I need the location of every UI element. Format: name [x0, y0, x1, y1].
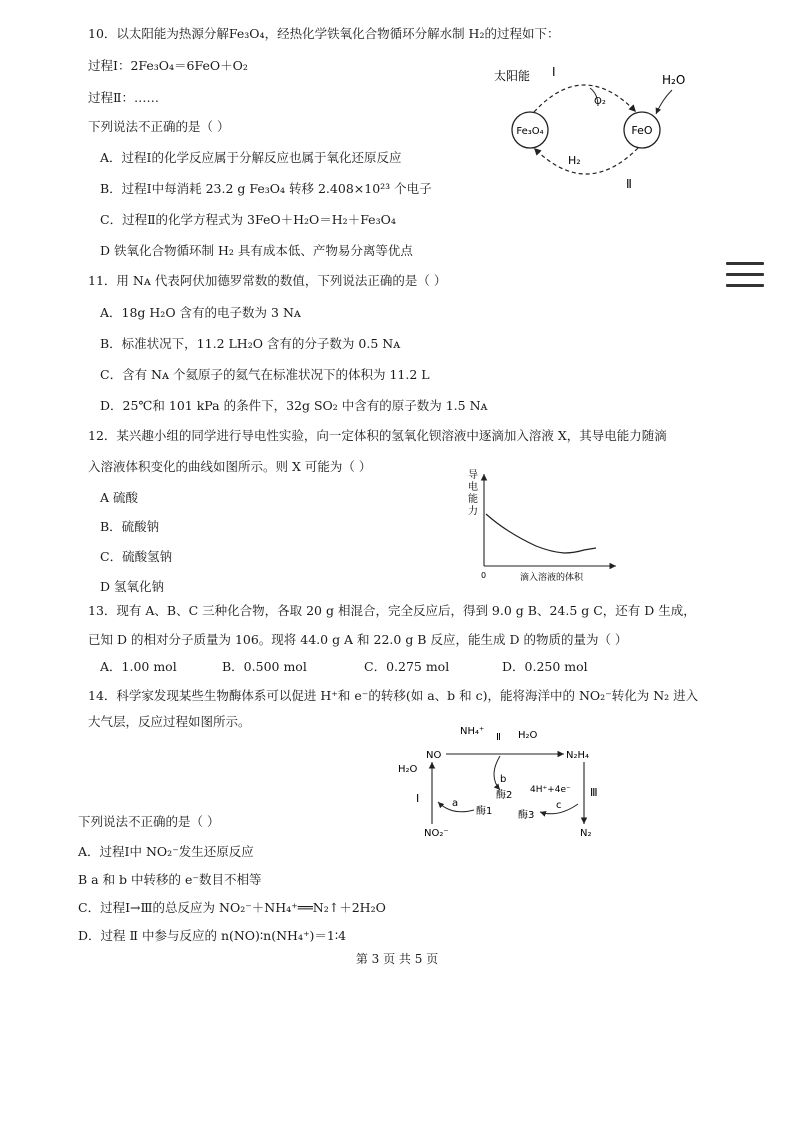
- q10-process-i-arrow: [534, 85, 636, 112]
- q10-cycle-diagram: [486, 60, 716, 200]
- q14-ii-label: Ⅱ: [496, 732, 501, 743]
- q12-ylabel-1: 导: [468, 470, 478, 481]
- q14-i-label: Ⅰ: [416, 792, 420, 805]
- q14-n2-label: N₂: [580, 828, 592, 839]
- q14-a-label: a: [452, 798, 459, 809]
- q12-curve: [486, 514, 596, 553]
- q14-option-c: C．过程Ⅰ→Ⅲ的总反应为 NO₂⁻＋NH₄⁺══N₂↑＋2H₂O: [78, 900, 386, 915]
- q13-option-a: A．1.00 mol: [100, 659, 177, 674]
- q14-hplus-label: 4H⁺+4e⁻: [530, 785, 571, 795]
- q13-option-b: B．0.500 mol: [222, 659, 307, 674]
- q14-iii-label: Ⅲ: [590, 786, 598, 799]
- menu-icon[interactable]: [726, 262, 764, 290]
- page-footer: 第 3 页 共 5 页: [355, 952, 439, 966]
- q11-option-d: D．25℃和 101 kPa 的条件下，32g SO₂ 中含有的原子数为 1.5 Nᴀ: [100, 398, 488, 413]
- q11-option-c: C．含有 Nᴀ 个氦原子的氦气在标准状况下的体积为 11.2 L: [100, 367, 430, 382]
- q12-ylabel-4: 力: [468, 506, 478, 517]
- q11-option-a: A．18g H₂O 含有的电子数为 3 Nᴀ: [100, 305, 301, 320]
- q12-option-b: B．硫酸钠: [100, 519, 160, 534]
- q14-stem-line1: 14．科学家发现某些生物酶体系可以促进 H⁺和 e⁻的转移(如 a、b 和 c)，能将海洋中的 NO₂⁻转化为 N₂ 进入: [88, 688, 699, 703]
- q14-enzyme2-label: 酶2: [496, 790, 513, 801]
- q10-stem: 10．以太阳能为热源分解Fe₃O₄，经热化学铁氧化合物循环分解水制 H₂的过程如下：: [88, 26, 560, 41]
- q14-enzyme3-label: 酶3: [518, 810, 535, 821]
- q12-stem-line1: 12．某兴趣小组的同学进行导电性实验，向一定体积的氢氧化钡溶液中逐滴加入溶液 X，其导电能力随滴: [88, 428, 667, 443]
- q14-option-a: A．过程Ⅰ中 NO₂⁻发生还原反应: [78, 844, 254, 859]
- q10-fe3o4-label: Fe₃O₄: [516, 126, 544, 137]
- q12-ylabel-2: 电: [468, 482, 478, 493]
- q14-h2o-left-label: H₂O: [398, 764, 418, 775]
- q14-n2h4-label: N₂H₄: [566, 750, 590, 761]
- q14-enzyme-diagram: [388, 720, 628, 840]
- q10-h2o-arrow: [656, 90, 672, 114]
- q10-option-c: C．过程Ⅱ的化学方程式为 3FeO＋H₂O＝H₂＋Fe₃O₄: [100, 212, 396, 227]
- q10-h2-label: H₂: [568, 154, 581, 167]
- q10-option-a: A．过程Ⅰ的化学反应属于分解反应也属于氧化还原反应: [100, 150, 402, 165]
- q10-ask: 下列说法不正确的是（ ）: [88, 119, 230, 134]
- q10-i-label: I: [552, 65, 556, 79]
- q13-stem-line2: 已知 D 的相对分子质量为 106。现将 44.0 g A 和 22.0 g B 反应，能生成 D 的物质的量为（ ）: [88, 632, 628, 647]
- q10-h2o-label: H₂O: [662, 73, 686, 87]
- q12-option-c: C．硫酸氢钠: [100, 549, 173, 564]
- q14-enzyme1-label: 酶1: [476, 806, 493, 817]
- q10-option-b: B．过程Ⅰ中每消耗 23.2 g Fe₃O₄ 转移 2.408×10²³ 个电子: [100, 181, 432, 196]
- q12-stem-line2: 入溶液体积变化的曲线如图所示。则 X 可能为（ ）: [88, 459, 372, 474]
- q10-o2-label: O₂: [594, 96, 606, 107]
- q10-feo-label: FeO: [631, 124, 653, 137]
- q10-process-ii-arrow: [534, 148, 638, 174]
- q14-nh4-label: NH₄⁺: [460, 726, 485, 737]
- q13-stem-line1: 13．现有 A、B、C 三种化合物，各取 20 g 相混合，完全反应后，得到 9.0 g B、24.5 g C，还有 D 生成，: [88, 603, 696, 618]
- q14-no-label: NO: [426, 750, 442, 761]
- q14-h2o-top-label: H₂O: [518, 730, 538, 741]
- q12-option-d: D 氢氧化钠: [100, 579, 164, 594]
- q14-option-b: B a 和 b 中转移的 e⁻数目不相等: [78, 872, 262, 887]
- q11-stem: 11．用 Nᴀ 代表阿伏加德罗常数的数值，下列说法正确的是（ ）: [88, 273, 447, 288]
- q14-no2-label: NO₂⁻: [424, 828, 449, 839]
- q10-step1: 过程Ⅰ：2Fe₃O₄＝6FeO＋O₂: [88, 58, 248, 73]
- q12-option-a: A 硫酸: [100, 490, 139, 505]
- q10-option-d: D 铁氧化合物循环制 H₂ 具有成本低、产物易分离等优点: [100, 243, 413, 258]
- q12-ylabel-3: 能: [468, 494, 478, 505]
- q14-c-label: c: [556, 800, 562, 811]
- q10-sun-label: 太阳能: [494, 69, 531, 83]
- q11-option-b: B．标准状况下，11.2 LH₂O 含有的分子数为 0.5 Nᴀ: [100, 336, 401, 351]
- q12-origin-label: 0: [481, 571, 487, 580]
- q14-ask: 下列说法不正确的是（ ）: [78, 814, 220, 829]
- q13-option-d: D．0.250 mol: [502, 659, 588, 674]
- q14-stem-line2: 大气层，反应过程如图所示。: [88, 714, 251, 729]
- q10-step2: 过程Ⅱ：……: [88, 90, 159, 105]
- q14-option-d: D．过程 Ⅱ 中参与反应的 n(NO)∶n(NH₄⁺)＝1∶4: [78, 928, 347, 943]
- q10-ii-label: Ⅱ: [626, 177, 632, 191]
- q14-b-label: b: [500, 774, 507, 785]
- q12-xlabel: 滴入溶液的体积: [520, 573, 584, 583]
- q13-option-c: C．0.275 mol: [364, 659, 450, 674]
- q12-conductivity-graph: [466, 466, 626, 586]
